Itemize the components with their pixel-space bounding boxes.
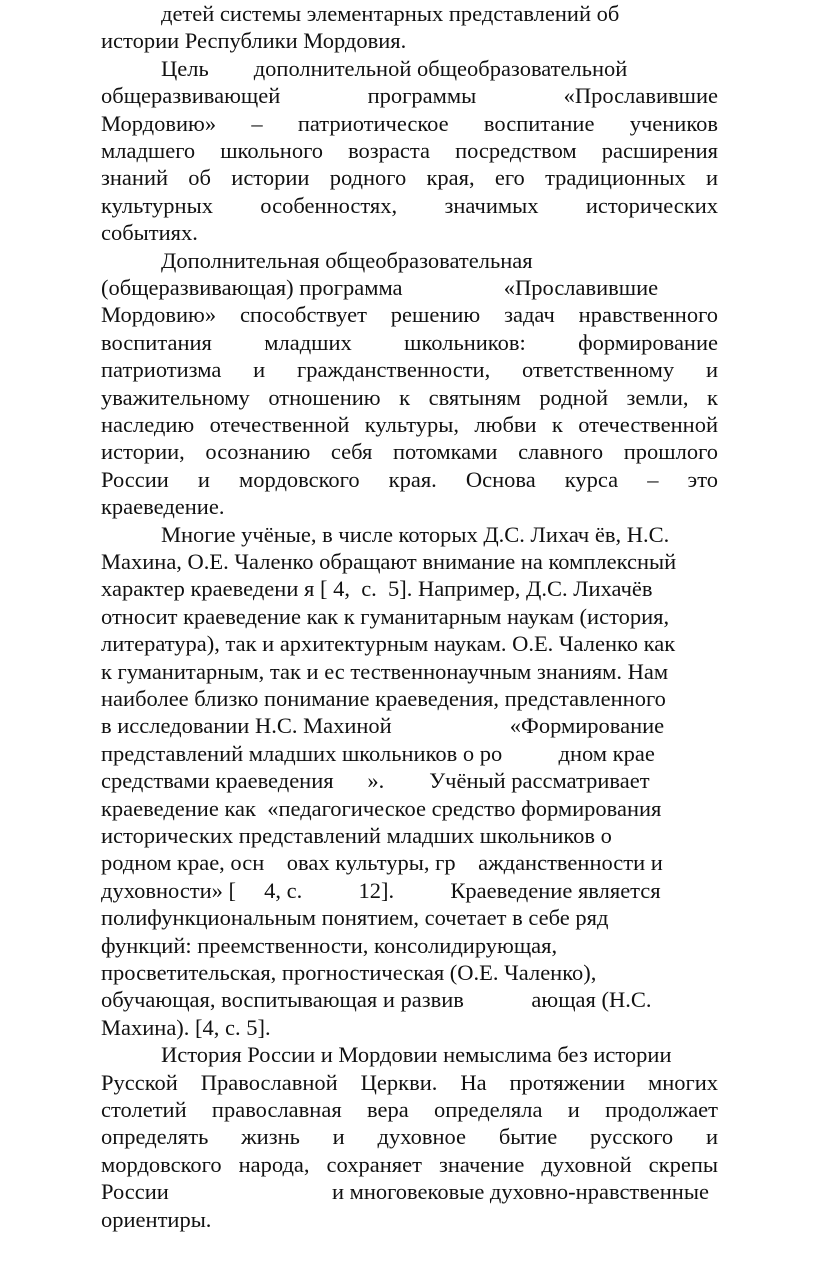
text-line: России и многовековые духовно-нравственные bbox=[101, 1179, 709, 1205]
text-line: Дополнительная общеобразовательная bbox=[161, 247, 533, 273]
text-line: История России и Мордовии немыслима без истории bbox=[161, 1042, 672, 1068]
text-line: полифункциональным понятием, сочетает в себе ряд bbox=[101, 905, 609, 931]
text-line: столетий православная вера определяла и продолжает bbox=[101, 1097, 718, 1122]
text-line: функций: преемственности, консолидирующая, bbox=[101, 932, 558, 958]
text-line: наследию отечественной культуры, любви к отечественной bbox=[101, 412, 718, 437]
text-line: представлений младших школьников о ро дном крае bbox=[101, 740, 655, 766]
text-line: Многие учёные, в числе которых Д.С. Лихач ёв, Н.С. bbox=[161, 521, 670, 547]
text-line: Цель дополнительной общеобразовательной bbox=[161, 55, 628, 81]
text-line: уважительному отношению к святыням родной земли, к bbox=[101, 384, 718, 410]
text-line: Махина, О.Е. Чаленко обращают внимание на комплексный bbox=[101, 549, 677, 574]
text-line: истории Республики Мордовия. bbox=[101, 28, 407, 54]
text-line: (общеразвивающая) программа «Прославившие bbox=[101, 275, 659, 300]
text-line: наиболее близко понимание краеведения, представленного bbox=[101, 686, 666, 711]
text-line: России и мордовского края. Основа курса – это bbox=[101, 466, 718, 492]
text-line: средствами краеведения ». Учёный рассматривает bbox=[101, 768, 650, 794]
text-line: знаний об истории родного края, его традиционных и bbox=[101, 165, 718, 191]
text-line: в исследовании Н.С. Махиной «Формирование bbox=[101, 713, 665, 739]
text-line: мордовского народа, сохраняет значение духовной скрепы bbox=[101, 1151, 718, 1177]
text-line: культурных особенностях, значимых исторических bbox=[101, 192, 718, 218]
text-line: детей системы элементарных представлений об bbox=[161, 1, 620, 26]
text-line: относит краеведение как к гуманитарным наукам (история, bbox=[101, 603, 670, 629]
text-line: родном крае, осн овах культуры, гр ажданственности и bbox=[101, 850, 663, 876]
text-line: Русской Православной Церкви. На протяжении многих bbox=[101, 1069, 718, 1095]
text-line: Мордовию» способствует решению задач нравственного bbox=[101, 302, 718, 328]
text-line: воспитания младших школьников: формирование bbox=[101, 329, 718, 355]
text-line: Мордовию» – патриотическое воспитание учеников bbox=[101, 110, 718, 136]
text-line: к гуманитарным, так и ес тественнонаучным знаниям. Нам bbox=[101, 658, 669, 684]
text-line: литература), так и архитектурным наукам. О.Е. Чаленко как bbox=[101, 631, 676, 657]
text-line: краеведение. bbox=[101, 494, 225, 520]
text-line: исторических представлений младших школьников о bbox=[101, 823, 612, 848]
text-line: истории, осознанию себя потомками славного прошлого bbox=[101, 439, 718, 465]
text-line: патриотизма и гражданственности, ответственному и bbox=[101, 357, 718, 383]
text-line: духовности» [ 4, с. 12]. Краеведение является bbox=[101, 877, 661, 903]
text-line: краеведение как «педагогическое средство формирования bbox=[101, 795, 662, 821]
text-line: определять жизнь и духовное бытие русского и bbox=[101, 1124, 718, 1150]
text-line: общеразвивающей программы «Прославившие bbox=[101, 83, 718, 109]
text-line: просветительская, прогностическая (О.Е. Чаленко), bbox=[101, 960, 597, 985]
text-line: обучающая, воспитывающая и развив ающая (Н.С. bbox=[101, 987, 652, 1013]
text-line: младшего школьного возраста посредством расширения bbox=[101, 138, 718, 163]
text-line: Махина). [4, с. 5]. bbox=[101, 1014, 271, 1040]
text-line: характер краеведени я [ 4, с. 5]. Например, Д.С. Лихачёв bbox=[101, 576, 653, 602]
text-line: событиях. bbox=[101, 220, 198, 246]
text-line: ориентиры. bbox=[101, 1206, 212, 1232]
